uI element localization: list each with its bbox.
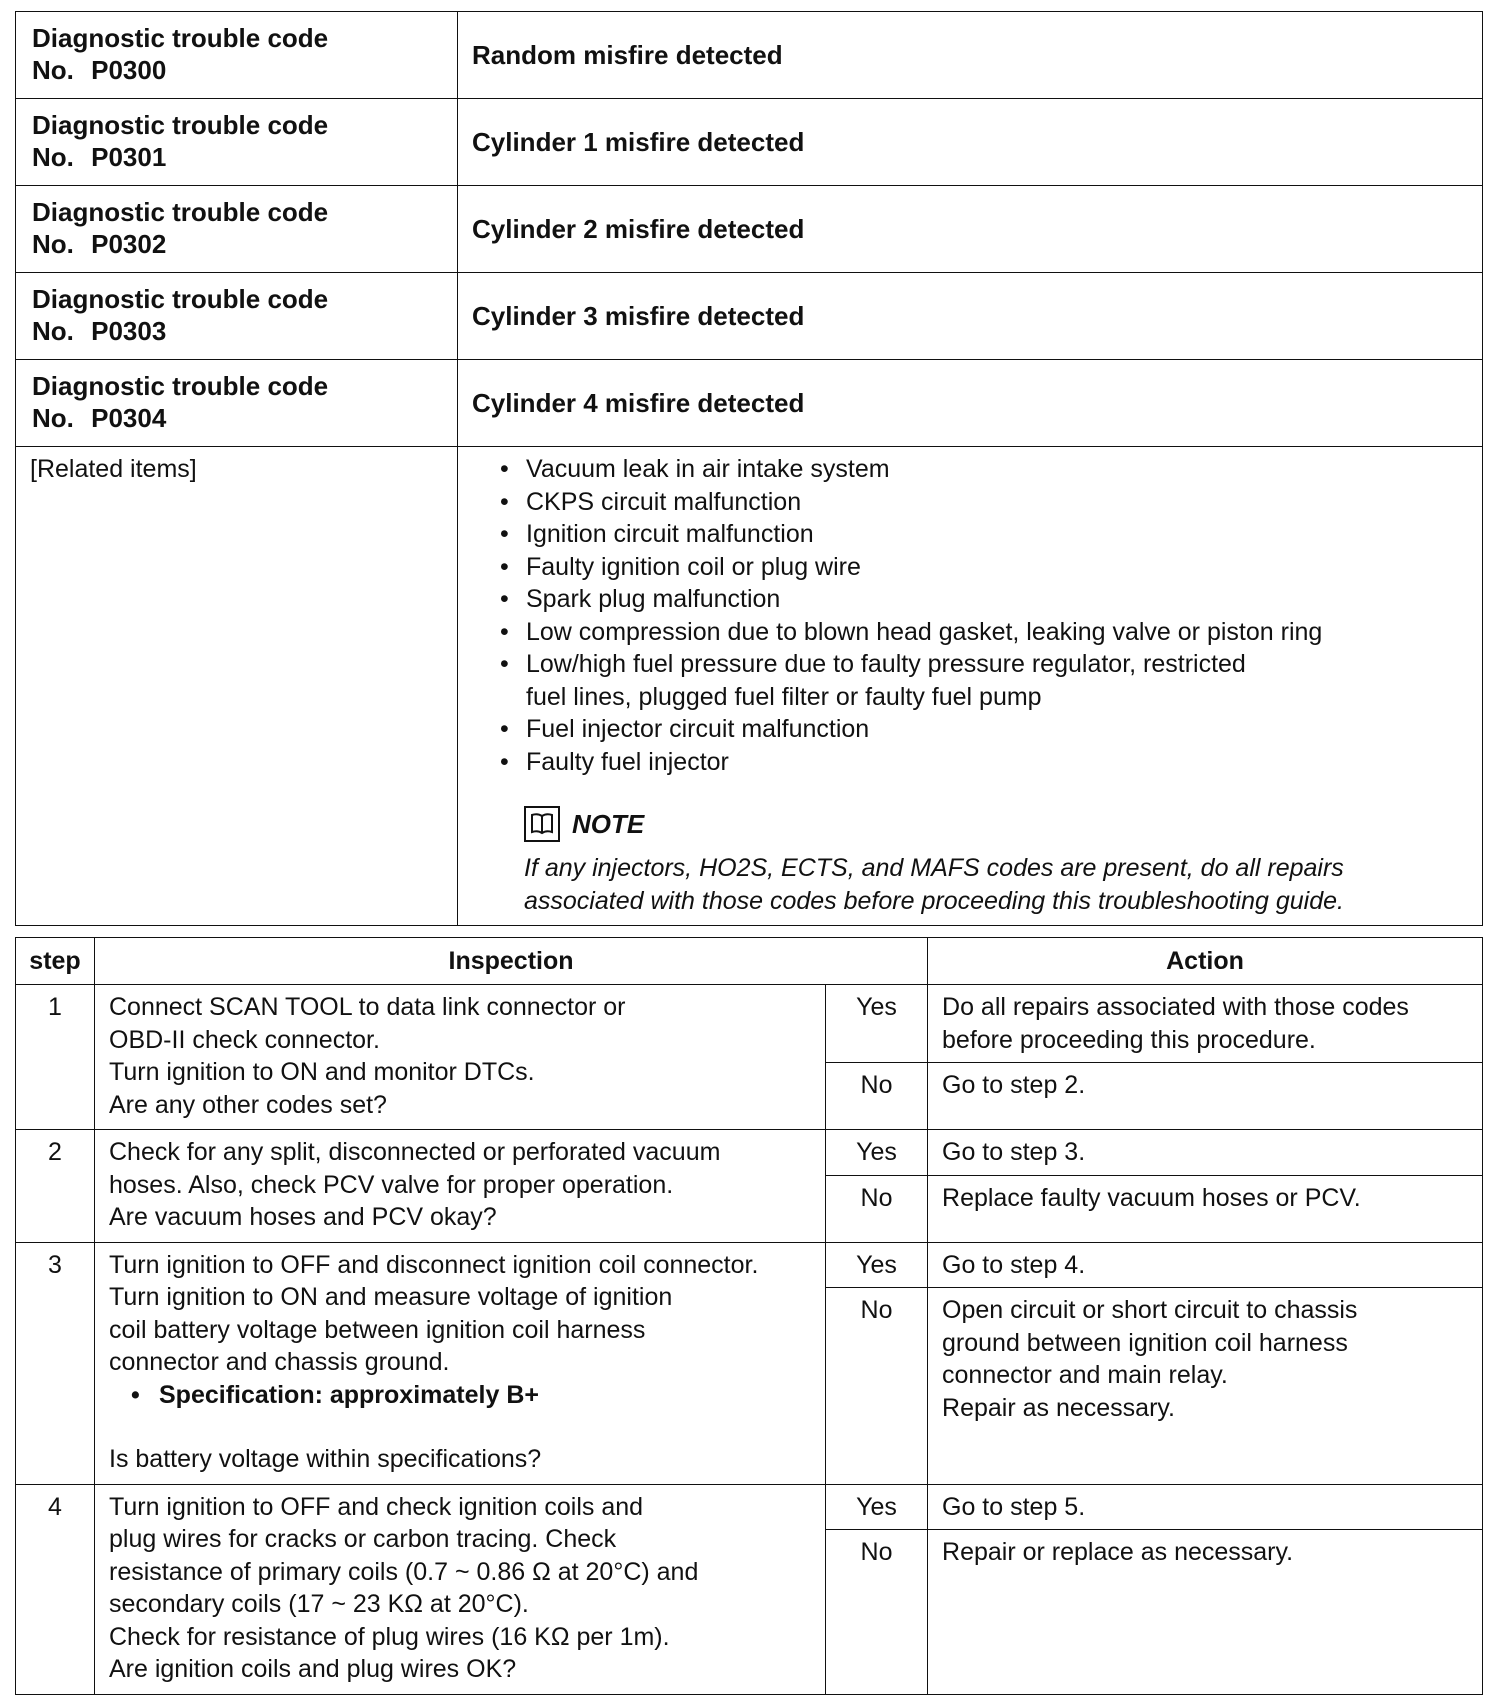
action-line: Replace faulty vacuum hoses or PCV. bbox=[942, 1183, 1361, 1212]
note-title: NOTE bbox=[572, 808, 645, 839]
yes-label: Yes bbox=[826, 985, 928, 1063]
inspection-line: plug wires for cracks or carbon tracing. Check bbox=[109, 1525, 617, 1553]
step-header: step bbox=[16, 938, 95, 985]
no-label: No bbox=[826, 1288, 928, 1485]
dtc-row bbox=[16, 186, 1483, 273]
dtc-label: Diagnostic trouble code bbox=[32, 284, 329, 314]
step-number: 4 bbox=[16, 1484, 95, 1694]
related-item: • Faulty ignition coil or plug wire bbox=[498, 551, 1468, 584]
related-item: • CKPS circuit malfunction bbox=[498, 486, 1468, 519]
inspection-line: coil battery voltage between ignition coil harness bbox=[109, 1315, 646, 1344]
dtc-number: No. P0303 bbox=[32, 316, 167, 346]
step-row bbox=[16, 1242, 1483, 1288]
note-header bbox=[524, 804, 1468, 844]
inspection-line: Are ignition coils and plug wires OK? bbox=[109, 1655, 517, 1683]
action-line: Go to step 4. bbox=[942, 1250, 1086, 1279]
inspection-question: Is battery voltage within specifications? bbox=[109, 1445, 542, 1473]
yes-action bbox=[928, 1130, 1483, 1176]
inspection-line: Turn ignition to ON and measure voltage of ignition bbox=[109, 1283, 673, 1311]
step-inspection bbox=[95, 985, 826, 1130]
dtc-description: Random misfire detected bbox=[458, 12, 1483, 99]
no-action bbox=[928, 1175, 1483, 1242]
inspection-line: hoses. Also, check PCV valve for proper operation. bbox=[109, 1170, 674, 1199]
inspection-line: Check for any split, disconnected or perforated vacuum bbox=[109, 1138, 721, 1166]
related-items-row bbox=[16, 447, 1483, 926]
related-item: • Fuel injector circuit malfunction bbox=[498, 713, 1468, 746]
dtc-label: Diagnostic trouble code bbox=[32, 23, 329, 53]
note-text bbox=[524, 852, 1468, 917]
step-row bbox=[16, 1130, 1483, 1176]
action-line: connector and main relay. bbox=[942, 1361, 1228, 1389]
yes-action bbox=[928, 1484, 1483, 1530]
inspection-line: OBD-II check connector. bbox=[109, 1025, 380, 1054]
dtc-row bbox=[16, 12, 1483, 99]
no-action bbox=[928, 1063, 1483, 1130]
dtc-number: No. P0301 bbox=[32, 142, 167, 172]
dtc-code-cell bbox=[16, 360, 458, 447]
inspection-header: Inspection bbox=[95, 938, 928, 985]
inspection-line: Are any other codes set? bbox=[109, 1090, 387, 1119]
related-items-body bbox=[458, 447, 1483, 926]
no-action bbox=[928, 1288, 1483, 1485]
dtc-row bbox=[16, 273, 1483, 360]
related-item: • Faulty fuel injector bbox=[498, 746, 1468, 779]
steps-table bbox=[15, 937, 1483, 1695]
dtc-number: No. P0304 bbox=[32, 403, 167, 433]
dtc-code-cell bbox=[16, 99, 458, 186]
note-line: associated with those codes before proceeding this troubleshooting guide. bbox=[524, 886, 1344, 915]
dtc-label: Diagnostic trouble code bbox=[32, 371, 329, 401]
related-item-text: Low/high fuel pressure due to faulty pressure regulator, restricted bbox=[526, 650, 1246, 678]
inspection-line: Connect SCAN TOOL to data link connector or bbox=[109, 993, 626, 1021]
step-number: 3 bbox=[16, 1242, 95, 1484]
related-item: • Vacuum leak in air intake system bbox=[498, 453, 1468, 486]
dtc-label: Diagnostic trouble code bbox=[32, 197, 329, 227]
inspection-line: Turn ignition to OFF and disconnect ignition coil connector. bbox=[109, 1250, 759, 1279]
step-inspection bbox=[95, 1484, 826, 1694]
dtc-code-cell bbox=[16, 186, 458, 273]
yes-action bbox=[928, 1242, 1483, 1288]
dtc-table bbox=[15, 11, 1483, 926]
step-number: 2 bbox=[16, 1130, 95, 1243]
dtc-description: Cylinder 2 misfire detected bbox=[458, 186, 1483, 273]
related-item-multiline bbox=[498, 648, 1468, 713]
dtc-description: Cylinder 4 misfire detected bbox=[458, 360, 1483, 447]
inspection-line: Turn ignition to OFF and check ignition coils and bbox=[109, 1492, 644, 1521]
inspection-line: Check for resistance of plug wires (16 KΩ per 1m). bbox=[109, 1622, 670, 1651]
inspection-line: connector and chassis ground. bbox=[109, 1348, 450, 1376]
action-line: Repair as necessary. bbox=[942, 1393, 1175, 1422]
action-line: Go to step 5. bbox=[942, 1492, 1086, 1521]
action-header: Action bbox=[928, 938, 1483, 985]
step-row bbox=[16, 985, 1483, 1063]
inspection-line: Turn ignition to ON and monitor DTCs. bbox=[109, 1058, 535, 1086]
note-line: If any injectors, HO2S, ECTS, and MAFS codes are present, do all repairs bbox=[524, 854, 1344, 882]
dtc-number: No. P0300 bbox=[32, 55, 167, 85]
action-line: before proceeding this procedure. bbox=[942, 1025, 1316, 1054]
related-items-list bbox=[498, 453, 1468, 778]
dtc-description: Cylinder 1 misfire detected bbox=[458, 99, 1483, 186]
action-line: Do all repairs associated with those codes bbox=[942, 993, 1409, 1021]
specification: • Specification: approximately B+ bbox=[131, 1379, 815, 1412]
no-action bbox=[928, 1530, 1483, 1695]
inspection-line: resistance of primary coils (0.7 ~ 0.86 Ω at 20°C) and bbox=[109, 1557, 699, 1586]
no-label: No bbox=[826, 1063, 928, 1130]
steps-header-row bbox=[16, 938, 1483, 985]
no-label: No bbox=[826, 1530, 928, 1695]
dtc-label: Diagnostic trouble code bbox=[32, 110, 329, 140]
step-inspection bbox=[95, 1130, 826, 1243]
dtc-number: No. P0302 bbox=[32, 229, 167, 259]
inspection-line: secondary coils (17 ~ 23 KΩ at 20°C). bbox=[109, 1590, 529, 1618]
inspection-line: Are vacuum hoses and PCV okay? bbox=[109, 1203, 497, 1231]
yes-label: Yes bbox=[826, 1242, 928, 1288]
yes-label: Yes bbox=[826, 1130, 928, 1176]
no-label: No bbox=[826, 1175, 928, 1242]
book-icon bbox=[524, 806, 560, 842]
related-item: • Spark plug malfunction bbox=[498, 583, 1468, 616]
dtc-code-cell bbox=[16, 12, 458, 99]
step-row bbox=[16, 1484, 1483, 1530]
action-line: Open circuit or short circuit to chassis bbox=[942, 1296, 1358, 1324]
related-item-continuation: fuel lines, plugged fuel filter or faulty fuel pump bbox=[526, 682, 1042, 711]
dtc-row bbox=[16, 360, 1483, 447]
yes-label: Yes bbox=[826, 1484, 928, 1530]
dtc-code-cell bbox=[16, 273, 458, 360]
dtc-description: Cylinder 3 misfire detected bbox=[458, 273, 1483, 360]
related-item: • Low compression due to blown head gasket, leaking valve or piston ring bbox=[498, 616, 1468, 649]
action-line: Go to step 3. bbox=[942, 1138, 1086, 1166]
related-item: • Ignition circuit malfunction bbox=[498, 518, 1468, 551]
action-line: Repair or replace as necessary. bbox=[942, 1538, 1294, 1566]
action-line: ground between ignition coil harness bbox=[942, 1328, 1348, 1357]
step-inspection bbox=[95, 1242, 826, 1484]
action-line: Go to step 2. bbox=[942, 1071, 1086, 1099]
yes-action bbox=[928, 985, 1483, 1063]
dtc-row bbox=[16, 99, 1483, 186]
related-items-label: [Related items] bbox=[16, 447, 458, 926]
step-number: 1 bbox=[16, 985, 95, 1130]
